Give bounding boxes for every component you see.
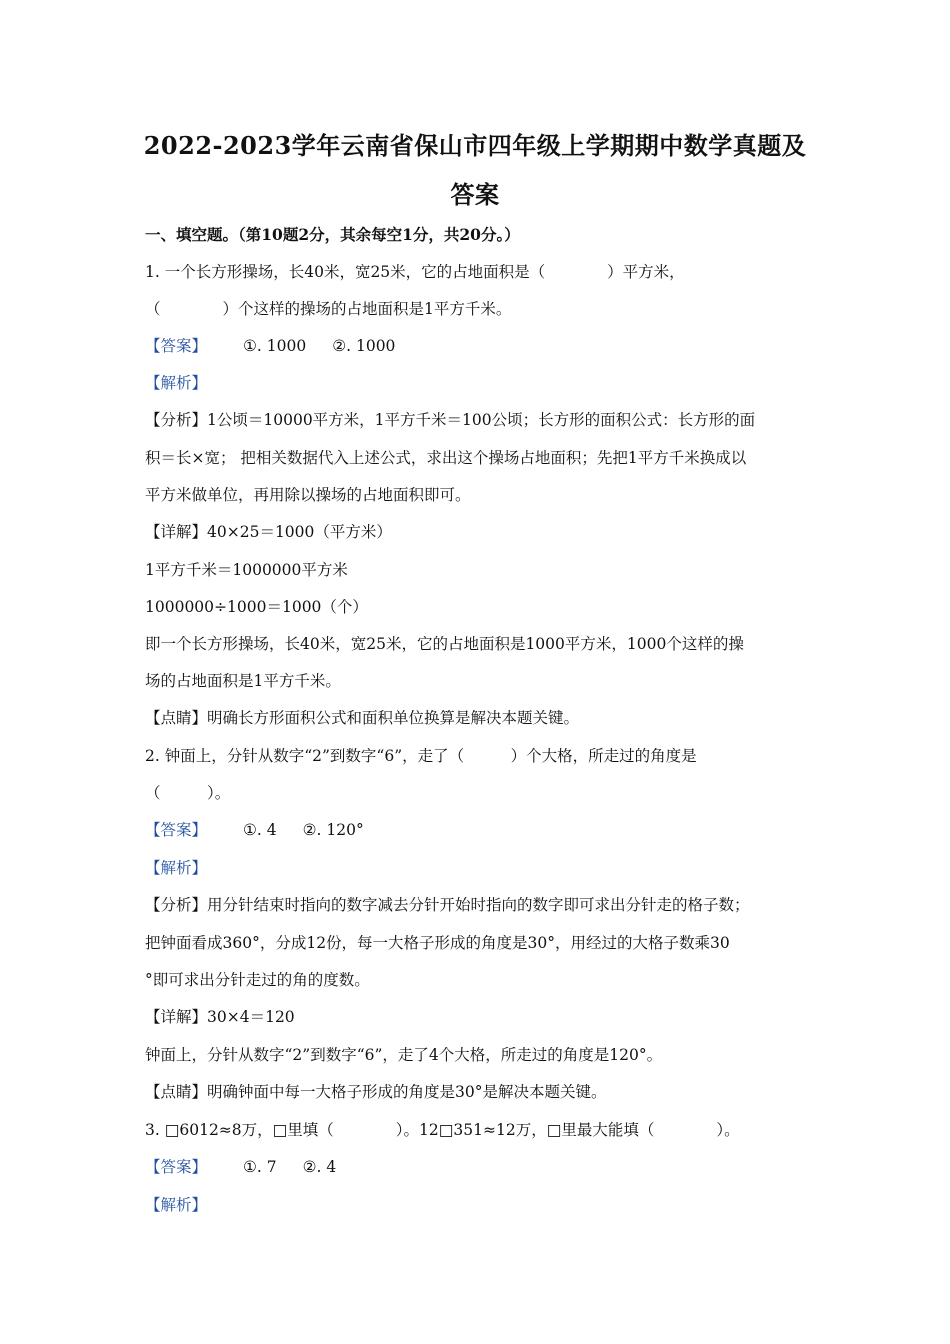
dianjing-text: 明确长方形面积公式和面积单位换算是解决本题关键。 bbox=[207, 709, 580, 727]
answer-value-1: ①. 7 bbox=[243, 1158, 277, 1176]
xiangjie-text: 30×4＝120 bbox=[207, 1008, 295, 1026]
question-1-fenxi-line-2: 积＝长×宽； 把相关数据代入上述公式，求出这个操场占地面积；先把1平方千米换成以 bbox=[145, 449, 747, 467]
question-1-answer bbox=[145, 336, 395, 356]
question-2-jiexi-label: 【解析】 bbox=[145, 859, 208, 877]
answer-label: 【答案】 bbox=[145, 1158, 208, 1176]
fenxi-text: 用分针结束时指向的数字减去分针开始时指向的数字即可求出分针走的格子数； bbox=[207, 896, 750, 914]
question-3-line-1: 3. □6012≈8万，□里填（ ）。12□351≈12万，□里最大能填（ ）。 bbox=[145, 1121, 740, 1139]
answer-label: 【答案】 bbox=[145, 821, 208, 839]
question-2-fenxi-line-1 bbox=[145, 895, 750, 915]
answer-value-2: ②. 120° bbox=[302, 821, 364, 839]
dianjing-label: 【点睛】 bbox=[145, 1083, 208, 1101]
answer-value-2: ②. 4 bbox=[302, 1158, 337, 1176]
document-title-line-2: 答案 bbox=[450, 180, 500, 209]
question-1-xiangjie-line-4: 即一个长方形操场，长40米，宽25米，它的占地面积是1000平方米，1000个这样的操 bbox=[145, 635, 744, 653]
question-2-xiangjie-line-1 bbox=[145, 1007, 295, 1027]
section-header: 一、填空题。（第10题2分，其余每空1分，共20分。） bbox=[145, 225, 520, 244]
question-2-xiangjie-line-2: 钟面上，分针从数字“2”到数字“6”，走了4个大格，所走过的角度是120°。 bbox=[145, 1046, 663, 1064]
question-2-dianjing bbox=[145, 1082, 607, 1102]
question-1-xiangjie-line-5: 场的占地面积是1平方千米。 bbox=[145, 672, 341, 690]
question-2-line-1: 2. 钟面上，分针从数字“2”到数字“6”，走了（ ）个大格，所走过的角度是 bbox=[145, 747, 697, 765]
question-1-dianjing bbox=[145, 708, 579, 728]
xiangjie-text: 40×25＝1000（平方米） bbox=[207, 523, 392, 541]
question-2-fenxi-line-2: 把钟面看成360°，分成12份，每一大格子形成的角度是30°，用经过的大格子数乘30 bbox=[145, 934, 730, 952]
xiangjie-label: 【详解】 bbox=[145, 523, 208, 541]
question-2-answer bbox=[145, 820, 364, 840]
dianjing-text: 明确钟面中每一大格子形成的角度是30°是解决本题关键。 bbox=[207, 1083, 607, 1101]
xiangjie-label: 【详解】 bbox=[145, 1008, 208, 1026]
question-1-line-1: 1. 一个长方形操场，长40米，宽25米，它的占地面积是（ ）平方米， bbox=[145, 263, 685, 281]
dianjing-label: 【点睛】 bbox=[145, 709, 208, 727]
fenxi-label: 【分析】 bbox=[145, 411, 208, 429]
question-1-line-2: （ ）个这样的操场的占地面积是1平方千米。 bbox=[145, 300, 512, 318]
question-1-xiangjie-line-2: 1平方千米＝1000000平方米 bbox=[145, 561, 348, 579]
document-title-line-1: 2022-2023学年云南省保山市四年级上学期期中数学真题及 bbox=[143, 131, 807, 160]
answer-value-1: ①. 4 bbox=[243, 821, 277, 839]
fenxi-label: 【分析】 bbox=[145, 896, 208, 914]
answer-label: 【答案】 bbox=[145, 337, 208, 355]
answer-value-1: ①. 1000 bbox=[243, 337, 307, 355]
question-2-line-2: （ ）。 bbox=[145, 784, 231, 802]
question-1-fenxi-line-1 bbox=[145, 410, 755, 430]
question-2-fenxi-line-3: °即可求出分针走过的角的度数。 bbox=[145, 971, 370, 989]
question-1-xiangjie-line-3: 1000000÷1000＝1000（个） bbox=[145, 598, 368, 616]
question-1-fenxi-line-3: 平方米做单位，再用除以操场的占地面积即可。 bbox=[145, 486, 471, 504]
question-3-answer bbox=[145, 1157, 336, 1177]
answer-value-2: ②. 1000 bbox=[332, 337, 396, 355]
question-1-xiangjie-line-1 bbox=[145, 522, 392, 542]
question-3-jiexi-label: 【解析】 bbox=[145, 1196, 208, 1214]
fenxi-text: 1公顷＝10000平方米，1平方千米＝100公顷；长方形的面积公式：长方形的面 bbox=[207, 411, 756, 429]
question-1-jiexi-label: 【解析】 bbox=[145, 374, 208, 392]
